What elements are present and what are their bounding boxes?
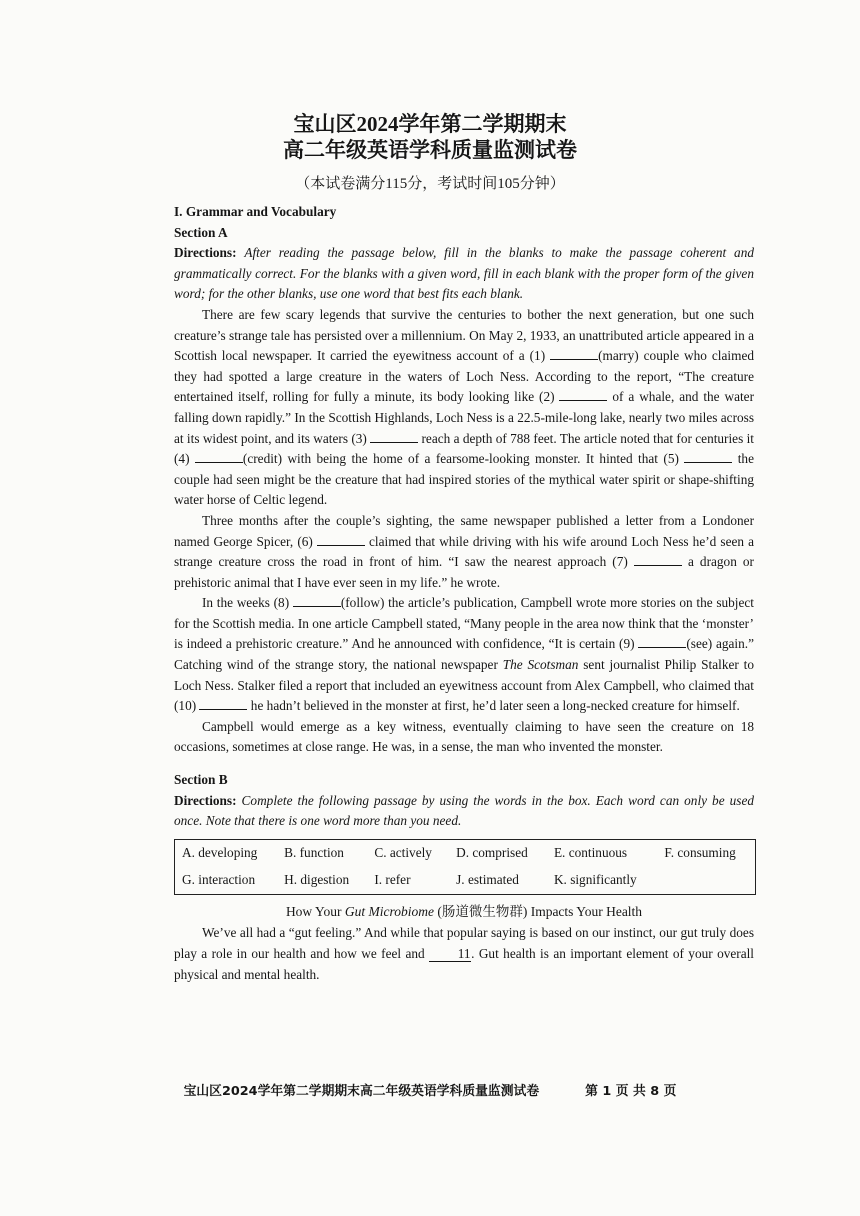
exam-subtitle: （本试卷满分115分，考试时间105分钟） — [295, 176, 565, 192]
footer-title: 宝山区2024学年第二学期期末高二年级英语学科质量监测试卷 — [183, 1084, 540, 1099]
word-option: H. digestion — [284, 872, 350, 888]
text-run: In the weeks (8) — [202, 595, 293, 611]
part-heading: I. Grammar and Vocabulary — [174, 204, 337, 219]
blank-4[interactable] — [195, 462, 243, 463]
text-run: Gut Microbiome — [344, 903, 434, 919]
word-option: J. estimated — [456, 872, 519, 888]
blank-6[interactable] — [317, 545, 365, 546]
word-option: G. interaction — [182, 872, 256, 888]
text-run: (marry) couple who claimed they had spotted a large creature in the waters of Loch Ness. According to the report, “The creature entertained itself, rolling for fully a minute, its body looking like (2) — [174, 348, 754, 405]
section-a-heading: Section A — [174, 224, 228, 240]
section-a-directions — [174, 243, 754, 305]
text-run: (credit) with being the home of a fearsome-looking monster. It hinted that (5) — [242, 451, 685, 467]
text-run: We’ve all had a “gut feeling.” And while that popular saying is based on our instinct, our gut truly does play a role in our health and how we feel and — [174, 925, 754, 961]
word-option: I. refer — [374, 872, 411, 888]
text-run: of a whale, and the water falling down rapidly.” In the Scottish Highlands, Loch Ness is a 22.5-mile-long lake, nearly two miles across at its widest point, and its waters (3) — [174, 389, 755, 446]
text-run: a dragon or prehistoric animal that I have ever seen in my life.” he wrote. — [174, 554, 754, 590]
article-title — [174, 902, 754, 923]
directions-text: After reading the passage below, fill in the blanks to make the passage coherent and grammatically correct. For the blanks with a given word, fill in each blank with the proper form of the given word; for the other blanks, use one word that best fits each blank. — [174, 245, 754, 302]
directions-text: Complete the following passage by using the words in the box. Each word can only be used once. Note that there is one word more than you need. — [174, 792, 754, 829]
text-run: the couple had seen might be the creature that had inspired stories of the mythical water spirit or shape-shifting water horse of Celtic legend. — [174, 451, 754, 508]
word-option — [657, 867, 755, 895]
blank-7[interactable] — [634, 565, 682, 566]
word-option: C. actively — [374, 845, 432, 861]
blank-3[interactable] — [370, 442, 418, 443]
blank-1[interactable] — [550, 359, 598, 360]
blank-8[interactable] — [293, 606, 341, 607]
word-box-row — [175, 839, 756, 867]
exam-title-line1: 宝山区2024学年第二学期期末 — [293, 112, 567, 136]
text-run: claimed that while driving with his wife around Loch Ness he’d seen a strange creature cross the road in front of him. “I saw the nearest approach (7) — [174, 533, 754, 570]
article-paragraph-1 — [174, 923, 754, 985]
text-run: Three months after the couple’s sighting, the same newspaper published a letter from a Londoner named George Spicer, (6) — [174, 512, 754, 549]
page-footer — [0, 1080, 860, 1099]
passage-paragraph-4: Campbell would emerge as a key witness, eventually claiming to have seen the creature on 18 occasions, sometimes at close range. He was, in a sense, the man who invented the monster. — [174, 718, 754, 755]
text-run: . Gut health is an important element of your overall physical and mental health. — [174, 946, 754, 982]
blank-9[interactable] — [638, 647, 686, 648]
blank-2[interactable] — [559, 400, 607, 401]
passage-paragraph-2 — [174, 511, 754, 593]
text-run: (follow) the article’s publication, Campbell wrote more stories on the subject for the Scottish media. In one article Campbell stated, “Many people in the area now think that the ‘monster’ is indeed a prehistoric creature.” And he announced with confidence, “It is certain (9) — [174, 595, 754, 652]
directions-label: Directions: — [174, 792, 237, 808]
text-run: There are few scary legends that survive the centuries to bother the next generation, but one such creature’s strange tale has persisted over a millennium. On May 2, 1933, an unattributed article appeared in a Scottish local newspaper. It carried the eyewitness account of a (1) — [174, 306, 754, 364]
text-run: he hadn’t believed in the monster at first, he’d later seen a long-necked creature for himself. — [247, 698, 740, 714]
page-number: 第 1 页 共 8 页 — [585, 1084, 677, 1099]
newspaper-name: The Scotsman — [502, 657, 579, 673]
blank-5[interactable] — [684, 462, 732, 463]
word-option: F. consuming — [664, 845, 736, 861]
directions-label: Directions: — [174, 245, 237, 261]
blank-11[interactable]: 11 — [429, 947, 471, 962]
passage-paragraph-3 — [174, 593, 754, 717]
word-option: E. continuous — [553, 845, 628, 861]
text-run: sent journalist Philip Stalker to Loch Ness. Stalker filed a report that included an eyewitness account from Alex Campbell, who claimed that (10) — [174, 657, 754, 714]
text-run: How Your — [285, 903, 345, 919]
word-option: A. developing — [182, 845, 258, 861]
word-option: K. significantly — [553, 872, 637, 888]
exam-title-line2: 高二年级英语学科质量监测试卷 — [283, 138, 577, 162]
section-spacer — [174, 758, 754, 770]
text-run: (see) again.” Catching wind of the strange story, the national newspaper — [174, 636, 754, 673]
text-run: (肠道微生物群) Impacts Your Health — [433, 903, 643, 919]
blank-10[interactable] — [199, 709, 247, 710]
passage-paragraph-1 — [174, 305, 754, 511]
text-run: reach a depth of 788 feet. The article noted that for centuries it (4) — [174, 430, 754, 467]
word-box — [174, 839, 756, 895]
section-b-heading: Section B — [174, 772, 228, 788]
word-box-row — [175, 867, 756, 895]
section-b-directions — [174, 791, 754, 832]
word-option: D. comprised — [456, 845, 528, 861]
exam-content — [174, 202, 754, 985]
word-option: B. function — [284, 845, 344, 861]
